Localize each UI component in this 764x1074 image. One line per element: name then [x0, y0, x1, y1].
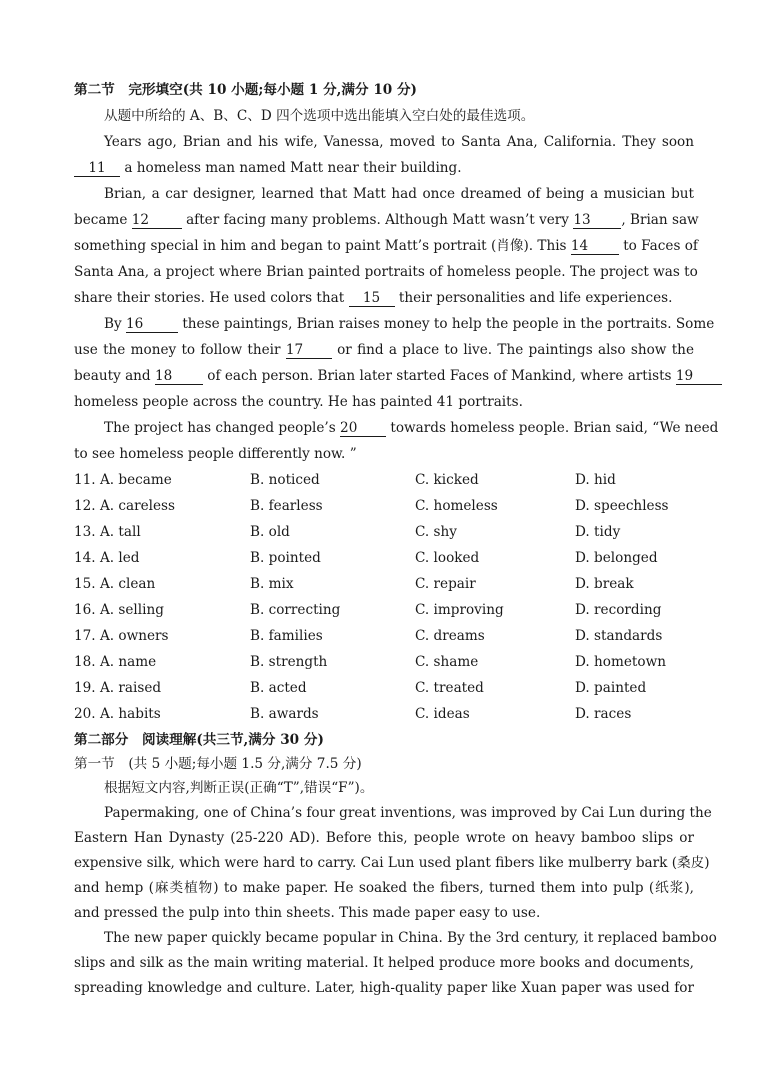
section-instruction: 从题中所给的 A、B、C、D 四个选项中选出能填入空白处的最佳选项。: [104, 108, 535, 124]
passage-line: [74, 158, 694, 178]
option-c: C. ideas: [415, 706, 470, 722]
passage-text: The project has changed people’s: [104, 420, 336, 436]
option-d: D. recording: [575, 602, 662, 618]
option-c: C. improving: [415, 602, 504, 618]
option-c: C. homeless: [415, 498, 498, 514]
option-d: D. painted: [575, 680, 647, 696]
blank-12: 12: [132, 212, 182, 229]
passage-text: or find a place to live. The paintings also show the: [337, 342, 694, 358]
section-title: 第一节 (共 5 小题;每小题 1.5 分,满分 7.5 分): [74, 756, 362, 772]
option-a: 20. A. habits: [74, 706, 161, 722]
option-d: D. races: [575, 706, 632, 722]
option-a: 14. A. led: [74, 550, 140, 566]
option-d: D. hid: [575, 472, 616, 488]
option-c: C. shame: [415, 654, 479, 670]
passage-text: these paintings, Brian raises money to help the people in the portraits. Some: [182, 316, 715, 332]
blank-19: 19: [676, 368, 722, 385]
option-a: 19. A. raised: [74, 680, 162, 696]
blank-11: 11: [74, 160, 120, 177]
passage-text: their personalities and life experiences.: [398, 290, 673, 306]
option-c: C. dreams: [415, 628, 485, 644]
option-b: B. families: [250, 628, 323, 644]
blank-13: 13: [573, 212, 621, 229]
section-instruction: 根据短文内容,判断正误(正确“T”,错误“F”)。: [104, 780, 374, 796]
option-b: B. correcting: [250, 602, 341, 618]
option-c: C. looked: [415, 550, 480, 566]
option-c: C. repair: [415, 576, 476, 592]
reading-line: Eastern Han Dynasty (25-220 AD). Before this, people wrote on heavy bamboo slips or: [74, 830, 694, 846]
option-a: 12. A. careless: [74, 498, 176, 514]
passage-text: of each person. Brian later started Faces of Mankind, where artists: [207, 368, 672, 384]
passage-line: [104, 314, 715, 334]
option-b: B. acted: [250, 680, 307, 696]
reading-line: The new paper quickly became popular in China. By the 3rd century, it replaced bamboo: [104, 930, 717, 946]
blank-16: 16: [126, 316, 178, 333]
passage-line: Santa Ana, a project where Brian painted portraits of homeless people. The project was to: [74, 264, 698, 280]
blank-15: 15: [349, 290, 395, 307]
option-d: D. speechless: [575, 498, 669, 514]
blank-18: 18: [155, 368, 203, 385]
option-a: 17. A. owners: [74, 628, 169, 644]
option-c: C. kicked: [415, 472, 479, 488]
blank-17: 17: [286, 342, 332, 359]
option-d: D. break: [575, 576, 634, 592]
passage-text: beauty and: [74, 368, 151, 384]
option-b: B. strength: [250, 654, 328, 670]
option-a: 18. A. name: [74, 654, 157, 670]
option-b: B. old: [250, 524, 290, 540]
option-b: B. awards: [250, 706, 319, 722]
passage-line: Years ago, Brian and his wife, Vanessa, moved to Santa Ana, California. They soon: [104, 134, 694, 150]
passage-line: homeless people across the country. He has painted 41 portraits.: [74, 394, 523, 410]
passage-line: Brian, a car designer, learned that Matt had once dreamed of being a musician but: [104, 186, 694, 202]
option-a: 15. A. clean: [74, 576, 156, 592]
option-d: D. standards: [575, 628, 663, 644]
passage-line: [74, 210, 699, 230]
reading-line: Papermaking, one of China’s four great inventions, was improved by Cai Lun during the: [104, 805, 712, 821]
option-b: B. fearless: [250, 498, 323, 514]
passage-text: after facing many problems. Although Matt wasn’t very: [186, 212, 569, 228]
reading-line: spreading knowledge and culture. Later, high-quality paper like Xuan paper was used for: [74, 980, 694, 996]
passage-line: [74, 288, 694, 308]
section-title: 第二节 完形填空(共 10 小题;每小题 1 分,满分 10 分): [74, 82, 417, 98]
reading-line: expensive silk, which were hard to carry. Cai Lun used plant fibers like mulberry bark (桑皮): [74, 855, 710, 871]
passage-line: [74, 236, 698, 256]
passage-text: towards homeless people. Brian said, “We need: [390, 420, 719, 436]
passage-text: share their stories. He used colors that: [74, 290, 345, 306]
passage-line: to see homeless people differently now. ”: [74, 446, 357, 462]
reading-line: and pressed the pulp into thin sheets. This made paper easy to use.: [74, 905, 541, 921]
passage-text: became: [74, 212, 128, 228]
passage-line: [74, 366, 694, 386]
passage-text: to Faces of: [623, 238, 698, 254]
option-a: 16. A. selling: [74, 602, 164, 618]
blank-20: 20: [340, 420, 386, 437]
blank-14: 14: [571, 238, 619, 255]
passage-text: a homeless man named Matt near their building.: [124, 160, 462, 176]
option-d: D. tidy: [575, 524, 621, 540]
passage-text: something special in him and began to paint Matt’s portrait (肖像). This: [74, 238, 567, 254]
passage-text: By: [104, 316, 122, 332]
option-a: 13. A. tall: [74, 524, 141, 540]
option-b: B. mix: [250, 576, 294, 592]
option-d: D. belonged: [575, 550, 658, 566]
option-a: 11. A. became: [74, 472, 172, 488]
reading-line: and hemp (麻类植物) to make paper. He soaked the fibers, turned them into pulp (纸浆),: [74, 880, 694, 896]
option-d: D. hometown: [575, 654, 666, 670]
passage-line: [74, 340, 694, 360]
passage-line: [104, 418, 719, 438]
option-c: C. shy: [415, 524, 457, 540]
option-c: C. treated: [415, 680, 484, 696]
reading-line: slips and silk as the main writing material. It helped produce more books and documents,: [74, 955, 694, 971]
passage-text: use the money to follow their: [74, 342, 281, 358]
passage-text: , Brian saw: [621, 212, 699, 228]
option-b: B. pointed: [250, 550, 321, 566]
option-b: B. noticed: [250, 472, 320, 488]
part-title: 第二部分 阅读理解(共三节,满分 30 分): [74, 732, 324, 748]
